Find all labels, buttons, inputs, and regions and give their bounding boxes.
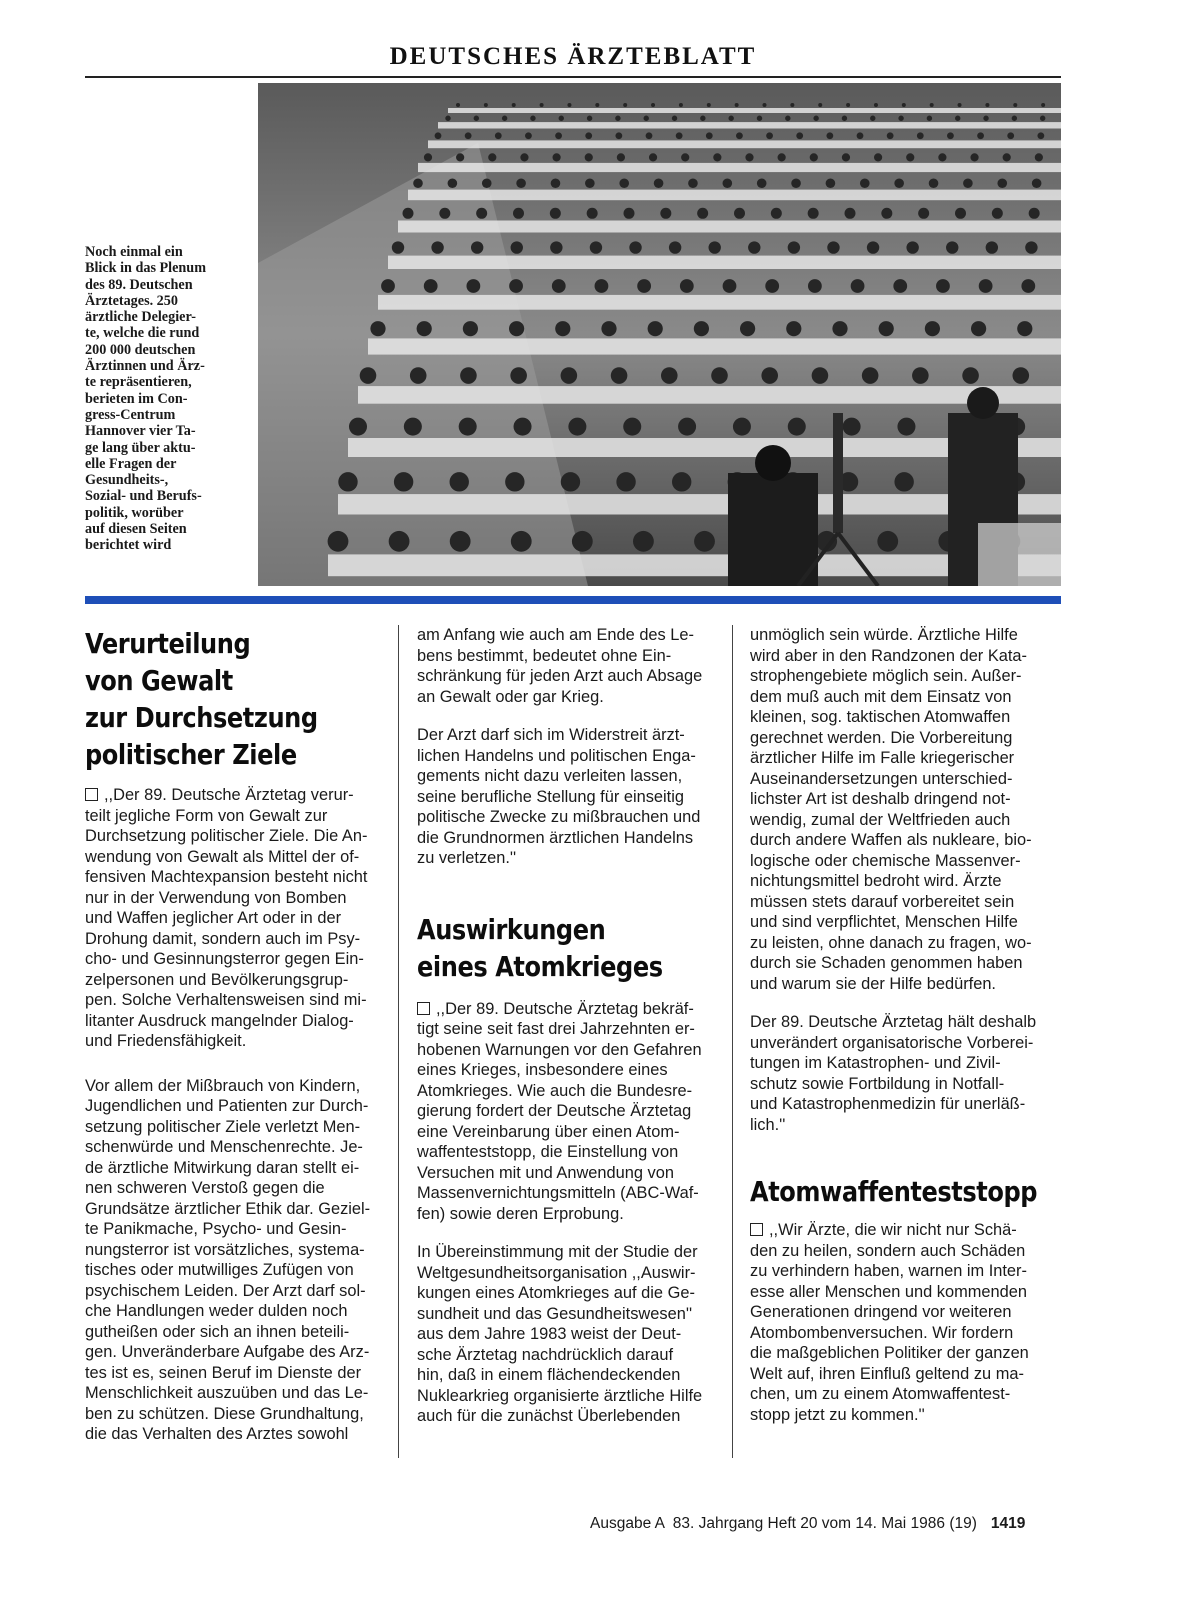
paragraph-middle-3	[417, 999, 719, 1225]
text-line: zu leisten, ohne danach zu fragen, wo-	[750, 933, 1032, 952]
text-line: gutheißen oder sich an ihnen beteili-	[85, 1322, 350, 1341]
text-line: müssen stets darauf vorbereitet sein	[750, 892, 1015, 911]
masthead	[85, 38, 1061, 78]
text-line: che Handlungen weder dulden noch	[85, 1302, 348, 1320]
text-line: die das Verhalten des Arztes sowohl	[85, 1425, 349, 1443]
text-line: und Katastrophenmedizin für unerläß-	[750, 1095, 1026, 1113]
caption-line: Noch einmal ein	[85, 244, 183, 260]
plenum-photo-illustration	[258, 83, 1061, 586]
text-line: lichster Art ist deshalb dringend not-	[750, 790, 1011, 808]
caption-line: 200 000 deutschen	[85, 341, 196, 358]
headline-line: von Gewalt	[85, 664, 233, 697]
text-line: In Übereinstimmung mit der Studie der	[417, 1243, 698, 1261]
headline-line: Verurteilung	[85, 627, 251, 660]
text-line: die Grundnormen ärztlichen Handelns	[417, 828, 694, 847]
text-line: fensiven Machtexpansion besteht nicht	[85, 868, 368, 886]
text-line: schenwürde und Menschenrechte. Je-	[85, 1138, 363, 1156]
caption-line: ärztliche Delegier-	[85, 309, 196, 326]
column-right	[750, 625, 1060, 1425]
paragraph-right-3	[750, 1220, 1060, 1425]
column-rule-2	[732, 625, 733, 1458]
text-line: teilt jegliche Form von Gewalt zur	[85, 806, 328, 825]
bullet-box-icon	[85, 788, 98, 801]
masthead-title: DEUTSCHES ÄRZTEBLATT	[389, 43, 757, 70]
paragraph-middle-1	[417, 625, 719, 707]
headline-line: eines Atomkrieges	[417, 949, 663, 983]
paragraph-middle-4	[417, 1242, 719, 1427]
text-line: gierung fordert der Deutsche Ärztetag	[417, 1102, 692, 1120]
text-line: wendig, zumal der Weltfrieden auch	[750, 810, 1011, 829]
text-line: gerechnet werden. Die Vorbereitung	[750, 728, 1013, 747]
text-line: de ärztliche Mitwirkung daran stellt ei-	[85, 1158, 360, 1177]
text-line: Grundsätze ärztlicher Ethik dar. Geziel-	[85, 1199, 371, 1218]
text-line: wird aber in den Randzonen der Kata-	[750, 646, 1027, 665]
text-line: Menschlichkeit auszuüben und das Le-	[85, 1384, 369, 1402]
text-line: Generationen dringend vor weiteren	[750, 1303, 1012, 1321]
text-line: unmöglich sein würde. Ärztliche Hilfe	[750, 626, 1018, 644]
text-line: Auseinandersetzungen unterschied-	[750, 769, 1013, 788]
text-line: nichtungsmittel bedroht wird. Ärzte	[750, 872, 1002, 890]
caption-line: berieten im Con-	[85, 390, 188, 407]
caption-line: elle Fragen der	[85, 455, 177, 472]
caption-line: Ärztetages. 250	[85, 292, 178, 309]
text-line: zu verhindern haben, warnen im Inter-	[750, 1262, 1027, 1280]
text-line: hin, daß in einem flächendeckenden	[417, 1366, 681, 1384]
headline-line: politischer Ziele	[85, 738, 297, 771]
text-line: kungen eines Atomkrieges auf die Ge-	[417, 1284, 695, 1302]
headline-teststopp	[750, 1173, 1060, 1210]
page-number: 1419	[990, 1515, 1026, 1532]
text-line: cho- und Gesinnungsterror gegen Ein-	[85, 950, 364, 968]
text-line: den zu heilen, sondern auch Schäden	[750, 1241, 1026, 1260]
text-line: te Panikmache, Psycho- und Gesin-	[85, 1220, 347, 1238]
text-line: unverändert organisatorische Vorberei-	[750, 1033, 1034, 1052]
text-line: pen. Solche Verhaltensweisen sind mi-	[85, 991, 367, 1009]
text-line: seine berufliche Stellung für einseitig	[417, 787, 684, 806]
bullet-box-icon	[750, 1223, 763, 1236]
text-line: nur in der Verwendung von Bomben	[85, 888, 347, 907]
text-line: Drohung damit, sondern auch im Psy-	[85, 929, 361, 948]
text-line: zu verletzen.''	[417, 849, 517, 867]
text-line: gements nicht dazu verleiten lassen,	[417, 767, 683, 785]
page-footer	[590, 1515, 1070, 1539]
text-line: tisches oder mutwilliges Zufügen von	[85, 1261, 354, 1279]
caption-line: Blick in das Plenum	[85, 260, 207, 277]
caption-line: berichtet wird	[85, 537, 172, 554]
headline-atomkrieg	[417, 911, 719, 985]
paragraph-left-2	[85, 1076, 387, 1445]
text-line: durch sie Schaden genommen haben	[750, 954, 1023, 972]
text-line	[85, 785, 387, 806]
issue-info: Ausgabe A 83. Jahrgang Heft 20 vom 14. Mai 1986 (19)	[590, 1515, 977, 1532]
text-line: am Anfang wie auch am Ende des Le-	[417, 626, 694, 644]
text-line	[750, 1220, 1060, 1241]
text-line: Vor allem der Mißbrauch von Kindern,	[85, 1076, 361, 1095]
plenum-photo	[258, 83, 1061, 586]
text-line: die maßgeblichen Politiker der ganzen	[750, 1344, 1029, 1362]
text-line: nen schweren Verstoß gegen die	[85, 1179, 325, 1197]
paragraph-right-2	[750, 1012, 1060, 1135]
caption-line: te, welche die rund	[85, 325, 200, 342]
text-line: zelpersonen und Bevölkerungsgrup-	[85, 970, 349, 989]
text-line: schutz sowie Fortbildung in Notfall-	[750, 1074, 1005, 1093]
text-line: wendung von Gewalt als Mittel der of-	[85, 847, 360, 866]
text-line: Welt auf, ihren Einfluß geltend zu ma-	[750, 1364, 1024, 1383]
text-line: Nuklearkrieg organisierte ärztliche Hilfe	[417, 1386, 703, 1405]
text-line: sche Ärztetag nachdrücklich darauf	[417, 1345, 674, 1364]
text-line: auch für die zunächst Überlebenden	[417, 1407, 681, 1425]
caption-line: auf diesen Seiten	[85, 521, 187, 538]
caption-line: Ärztinnen und Ärz-	[85, 358, 205, 375]
caption-line: te repräsentieren,	[85, 374, 192, 391]
text-line: fen) sowie deren Erprobung.	[417, 1204, 624, 1223]
caption-line: gress-Centrum	[85, 406, 176, 423]
text-line: psychischem Leiden. Der Arzt darf sol-	[85, 1281, 366, 1300]
paragraph-middle-2	[417, 725, 719, 869]
text-line: nungsterror ist vorsätzliches, systema-	[85, 1240, 365, 1259]
text-line: Massenvernichtungsmitteln (ABC-Waf-	[417, 1184, 699, 1202]
text-line: tigt seine seit fast drei Jahrzehnten er-	[417, 1020, 695, 1038]
column-rule-1	[398, 625, 399, 1458]
photo-caption	[85, 244, 245, 554]
caption-line: des 89. Deutschen	[85, 276, 193, 293]
text-line: chen, um zu einem Atomwaffentest-	[750, 1385, 1011, 1403]
text-line: lich.''	[750, 1115, 786, 1134]
text-line: und warum sie der Hilfe bedürfen.	[750, 974, 996, 993]
text-line	[417, 999, 719, 1020]
text-line: und sind verpflichtet, Menschen Hilfe	[750, 913, 1018, 931]
paragraph-left-1	[85, 785, 387, 1052]
headline-line: Atomwaffenteststopp	[750, 1175, 1038, 1208]
headline-line: zur Durchsetzung	[85, 701, 318, 734]
text-line-start: ,,Der 89. Deutsche Ärztetag verur-	[104, 786, 354, 804]
text-line: lichen Handelns und politischen Enga-	[417, 746, 696, 765]
text-line: schränkung für jeden Arzt auch Absage	[417, 667, 703, 685]
text-line: litanter Ausdruck mangelnder Dialog-	[85, 1011, 354, 1030]
caption-line: Hannover vier Ta-	[85, 423, 196, 440]
paragraph-right-1	[750, 625, 1060, 994]
text-line: kleinen, sog. taktischen Atomwaffen	[750, 708, 1011, 726]
column-middle	[417, 625, 719, 1427]
text-line: Atomkrieges. Wie auch die Bundesre-	[417, 1081, 693, 1100]
text-line: Durchsetzung politischer Ziele. Die An-	[85, 827, 368, 845]
text-line: und Waffen jeglicher Art oder in der	[85, 909, 342, 927]
caption-line: Sozial- und Berufs-	[85, 488, 202, 505]
bullet-box-icon	[417, 1002, 430, 1015]
text-line: an Gewalt oder gar Krieg.	[417, 687, 604, 706]
text-line: hobenen Warnungen vor den Gefahren	[417, 1040, 702, 1059]
text-line: Der 89. Deutsche Ärztetag hält deshalb	[750, 1013, 1037, 1031]
text-line: waffenteststopp, die Einstellung von	[417, 1143, 679, 1161]
text-line: politische Zwecke zu mißbrauchen und	[417, 808, 701, 826]
caption-line: ge lang über aktu-	[85, 439, 196, 456]
text-line: Der Arzt darf sich im Widerstreit ärzt-	[417, 726, 685, 744]
text-line-start: ,,Der 89. Deutsche Ärztetag bekräf-	[436, 999, 694, 1018]
text-line: strophengebiete möglich sein. Außer-	[750, 667, 1022, 685]
text-line: ärztlicher Hilfe im Falle kriegerischer	[750, 749, 1015, 767]
text-line: Atombombenversuchen. Wir fordern	[750, 1323, 1014, 1342]
text-line: eines Krieges, insbesondere eines	[417, 1061, 668, 1079]
text-line-start: ,,Wir Ärzte, die wir nicht nur Schä-	[769, 1221, 1017, 1239]
text-line: und Friedensfähigkeit.	[85, 1032, 247, 1050]
text-line: setzung politischer Ziele verletzt Men-	[85, 1117, 361, 1136]
text-line: sundheit und das Gesundheitswesen''	[417, 1304, 693, 1323]
headline-gewalt	[85, 625, 387, 773]
text-line: gen. Unveränderbare Aufgabe des Arz-	[85, 1343, 370, 1361]
caption-line: politik, worüber	[85, 504, 184, 521]
text-line: Jugendlichen und Patienten zur Durch-	[85, 1097, 369, 1115]
text-line: tes ist es, seinen Beruf im Dienste der	[85, 1363, 362, 1382]
blue-divider	[85, 596, 1061, 604]
text-line: stopp jetzt zu kommen.''	[750, 1405, 925, 1424]
column-left	[85, 625, 387, 1445]
text-line: dem muß auch mit dem Einsatz von	[750, 687, 1012, 706]
text-line: logische oder chemische Massenver-	[750, 851, 1021, 870]
headline-line: Auswirkungen	[417, 912, 606, 946]
text-line: esse aller Menschen und kommenden	[750, 1282, 1027, 1301]
text-line: aus dem Jahre 1983 weist der Deut-	[417, 1325, 682, 1343]
text-line: tungen im Katastrophen- und Zivil-	[750, 1054, 1001, 1072]
text-line: Versuchen mit und Anwendung von	[417, 1163, 674, 1182]
text-line: bens bestimmt, bedeutet ohne Ein-	[417, 646, 672, 665]
caption-line: Gesundheits-,	[85, 472, 169, 489]
text-line: durch andere Waffen als nukleare, bio-	[750, 831, 1032, 849]
text-line: eine Vereinbarung über einen Atom-	[417, 1122, 680, 1141]
text-line: Weltgesundheitsorganisation ,,Auswir-	[417, 1263, 696, 1282]
text-line: ben zu schützen. Diese Grundhaltung,	[85, 1404, 364, 1423]
